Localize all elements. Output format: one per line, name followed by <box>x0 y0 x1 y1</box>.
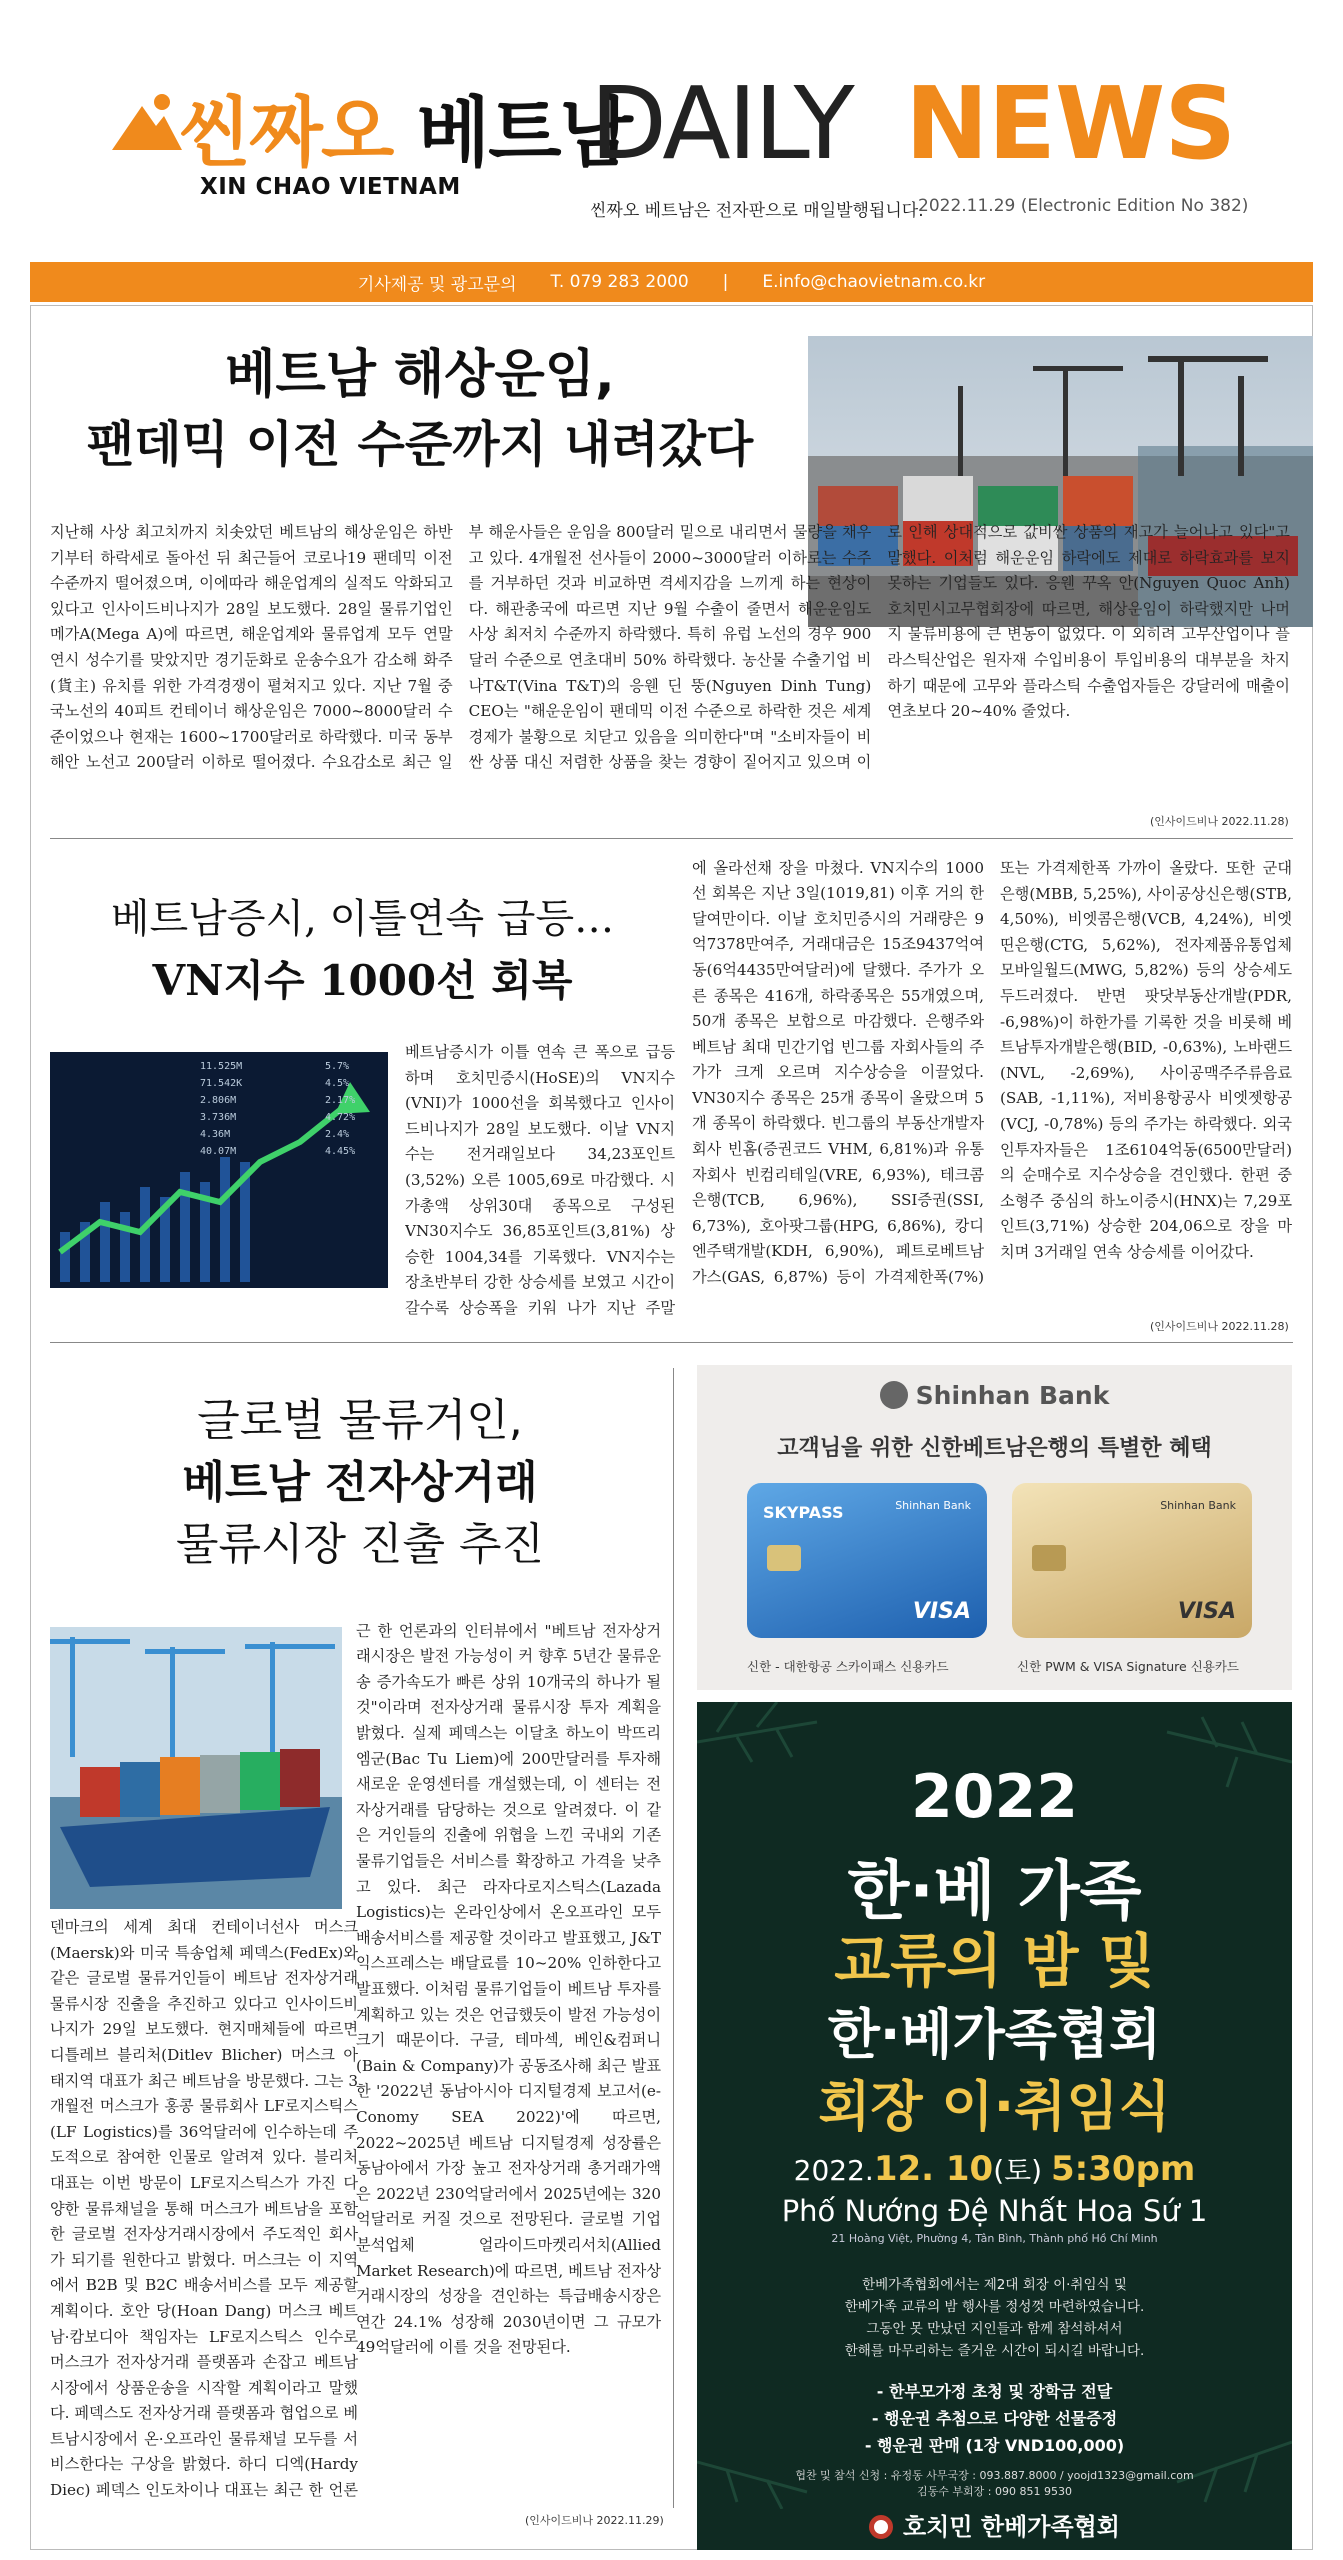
article2-body-part1 <box>405 1040 675 1322</box>
event-year: 2022 <box>911 1762 1078 1832</box>
stock-chart-labels-right <box>325 1058 355 1160</box>
logo-english-text: XIN CHAO VIETNAM <box>200 174 461 200</box>
card2-caption: 신한 PWM & VISA Signature 신용카드 <box>1017 1659 1240 1674</box>
chip-icon <box>1032 1545 1066 1571</box>
article1-headline[interactable] <box>50 340 790 480</box>
chart-label: 40.07M <box>200 1146 237 1157</box>
card1-label: SKYPASS <box>763 1503 844 1522</box>
article3-headline-line2: 베트남 전자상거래 <box>182 1457 538 1508</box>
contact-label: 기사제공 및 광고문의 <box>357 274 517 295</box>
divider-2 <box>50 1342 1293 1343</box>
chart-label: 71.542K <box>200 1078 243 1089</box>
article2-body-text-continued: 에 올라선채 장을 마쳤다. VN지수의 1000선 회복은 지난 3일(1019,81) 이후 거의 한달여만이다. 이날 호치민증시의 거래량은 9억7378만여주, 거래대금은 15조9437억여동(6억4435만여달러)에 달했다. 주가가 오른 종목은 416개, 하락종목은 55개였으며, 50개 종목은 보합으로 마감했다. 은행주와 베트남 최대 민간기업 빈그룹 자회사들의 주가가 크게 오르며 지수상승을 이끌었다. VN30지수 종목은 25개 종목이 올랐으며 5개 종목이 하락했다. 빈그룹의 부동산개발자회사 빈홈(증권코드 VHM, 6,81%)과 유통자회사 빈컴리테일(VRE, 6,93%), 테크콤은행(TCB, 6,96%), SSI증권(SSI, 6,73%), 호아팟그룹(HPG, 6,86%), 캉디엔주택개발(KDH, 6,90%), 페트로베트남가스(GAS, 6,87%) 등이 가격제한폭(7%) 또는 가격제한폭 가까이 올랐다. 또한 군대은행(MBB, 5,25%), 사이공상신은행(STB, 4,50%), 비엣콤은행(VCB, 4,24%), 비엣띤은행(CTG, 5,62%), 전자제품유통업체 모바일월드(MWG, 5,82%) 등의 상승세도 두드러졌다. 반면 팟닷부동산개발(PDR, -6,98%)이 하한가를 기록한 것을 비롯해 베트남투자개발은행(BID, -0,63%), 노바랜드(NVL, -2,69%), 사이공맥주주류음료(SAB, -1,11%), 저비용항공사 비엣젯항공(VCJ, -0,78%) 등의 주가는 하락했다. 외국인투자자들은 1조6104억동(6500만달러)의 순매수로 지수상승을 견인했다. 한편 중소형주 중심의 하노이증시(HNX)는 7,29포인트(3,71%) 상승한 204,06으로 장을 마치며 3거래일 연속 상승세를 이어갔다. <box>692 858 1292 1287</box>
event-date-day: (토) <box>993 2154 1043 2187</box>
event-desc-line: 한해를 마무리하는 즐거운 시간이 되시길 바랍니다. <box>844 2343 1145 2359</box>
korea-vietnam-family-event-ad[interactable] <box>697 1702 1292 2509</box>
masthead <box>0 0 1343 262</box>
card2-brand: Shinhan Bank <box>1160 1499 1236 1512</box>
masthead-tagline: 씬짜오 베트남은 전자판으로 매일발행됩니다. <box>590 201 924 221</box>
event-title-2: 교류의 밤 및 <box>834 1927 1155 1995</box>
article3-body-text-continued: 근 한 언론과의 인터뷰에서 "베트남 전자상거래시장은 발전 가능성이 커 향후 5년간 물류운송 증가속도가 빠른 상위 10개국의 하나가 될 것"이라며 전자상거래 물류시장 투자 계획을 밝혔다. 실제 페덱스는 이달초 하노이 박뜨리엠군(Bac Tu Liem)에 200만달러를 투자해 새로운 운영센터를 개설했는데, 이 센터는 전자상거래를 담당하는 것으로 알려졌다. 이 같은 거인들의 진출에 위협을 느낀 국내외 기존 물류기업들은 서비스를 확장하고 가격을 낮추고 있다. 최근 라자다로지스틱스(Lazada Logistics)는 온라인상에서 온오프라인 모두 배송서비스를 제공할 것이라고 발표했고, J&T익스프레스는 배달료를 10~20% 인하한다고 발표했다. 이처럼 물류기업들이 베트남 투자를 계획하고 있는 것은 언급했듯이 발전 가능성이 크기 때문이다. 구글, 테마섹, 베인&컴퍼니(Bain & Company)가 공동조사해 최근 발표한 '2022년 동남아시아 디지털경제 보고서(e-Conomy SEA 2022)'에 따르면, 2022~2025년 베트남 디지털경제 성장률은 동남아에서 가장 높고 전자상거래 총거래가액은 2022년 230억달러에서 2025년에는 320억달러로 커질 것으로 전망된다. 글로벌 기업분석업체 얼라이드마켓리서치(Allied Market Research)에 따르면, 베트남 전자상거래시장의 성장을 견인하는 특급배송시장은 연간 24.1% 성장해 2030년이면 그 규모가 49억달러에 이를 것을 전망된다. <box>356 1621 661 2357</box>
article3-body-left <box>50 1915 358 2505</box>
article2-stock-chart-photo <box>50 1052 388 1288</box>
article2-headline-line1: 베트남증시, 이틀연속 급등… <box>110 896 615 942</box>
contact-phone[interactable]: T. 079 283 2000 <box>550 272 689 292</box>
event-desc-line: 한베가족협회에서는 제2대 회장 이·취임식 및 <box>862 2277 1127 2293</box>
chart-label: 4.72% <box>325 1112 356 1123</box>
article3-headline-line1: 글로벌 물류거인, <box>197 1395 523 1446</box>
divider-vertical <box>673 1368 674 2508</box>
event-desc-line: 그동안 못 만났던 지인들과 함께 참석하셔서 <box>866 2321 1123 2337</box>
article3-body-text: 덴마크의 세계 최대 컨테이너선사 머스크(Maersk)와 미국 특송업체 페덱스(FedEx)와 같은 글로벌 물류거인들이 베트남 전자상거래 물류시장 진출을 추진하고 있다고 인사이드비나지가 29일 보도했다. 현지매체들에 따르면 디틀레브 블리처(Ditlev Blicher) 머스크 아태지역 대표가 최근 베트남을 방문했다. 그는 3개월전 머스크가 홍콩 물류회사 LF로지스틱스(LF Logistics)를 36억달러에 인수하는데 주도적으로 참여한 인물로 알려져 있다. 블리처 대표는 이번 방문이 LF로지스틱스가 가진 다양한 물류채널을 통해 머스크가 베트남을 포함한 글로벌 전자상거래시장에서 주도적인 회사가 되기를 원한다고 밝혔다. 머스크는 이 지역에서 B2B 및 B2C 배송서비스를 모두 제공할 계획이다. 호안 당(Hoan Dang) 머스크 베트남·캄보디아 책임자는 LF로지스틱스 인수로 머스크가 전자상거래 플랫폼과 손잡고 베트남시장에서 상품운송을 시작할 계획이라고 말했다. 페덱스도 전자상거래 플랫폼과 협업으로 베트남시장에서 온·오프라인 물류채널 모두를 서비스한다는 구상을 밝혔다. 하디 디엑(Hardy Diec) 페덱스 인도차이나 대표는 최근 한 언론 <box>50 1918 358 2500</box>
event-date-year: 2022. <box>793 2154 874 2187</box>
event-footer <box>697 2509 1292 2550</box>
card2-network: VISA <box>1177 1599 1236 1624</box>
association-logo-icon <box>869 2515 893 2539</box>
article2-body-text: 베트남증시가 이틀 연속 큰 폭으로 급등하며 호치민증시(HoSE)의 VN지수(VNI)가 1000선을 회복했다고 인사이드비나지가 28일 보도했다. 이날 VN지수는 전거래일보다 34,23포인트(3,52%) 오른 1005,69로 마감했다. 시가총액 상위30대 종목으로 구성된 VN30지수도 36,85포인트(3,81%) 상승한 1004,34를 기록했다. VN지수는 장초반부터 강한 상승세를 보였고 시간이 갈수록 상승폭을 키워 나가 지난 주말 <box>405 1043 675 1317</box>
contact-email[interactable]: E.info@chaovietnam.co.kr <box>762 272 986 292</box>
chart-label: 2.806M <box>200 1095 237 1106</box>
event-address: 21 Hoàng Việt, Phường 4, Tân Bình, Thành phố Hồ Chí Minh <box>831 2232 1158 2245</box>
event-venue: Phố Nướng Đệ Nhất Hoa Sứ 1 <box>781 2194 1208 2228</box>
event-contact-line: 김동수 부회장 : 090 851 9530 <box>917 2485 1072 2498</box>
contact-bar <box>30 262 1313 302</box>
event-title-1: 한·베 가족 <box>847 1855 1142 1929</box>
article1-headline-line2: 팬데믹 이전 수준까지 내려갔다 <box>86 416 754 473</box>
event-program-item: - 행운권 추첨으로 다양한 선물증정 <box>871 2409 1118 2428</box>
brand-news: NEWS <box>905 65 1236 182</box>
article2-headline-line2: VN지수 1000선 회복 <box>152 956 573 1005</box>
container-ship-image <box>50 1627 342 1909</box>
article3-ship-photo <box>50 1627 342 1909</box>
chart-label: 11.525M <box>200 1061 243 1072</box>
skypass-card[interactable] <box>747 1483 987 1638</box>
event-desc-line: 한베가족 교류의 밤 행사를 정성껏 마련하였습니다. <box>844 2299 1145 2315</box>
event-time: 5:30pm <box>1051 2149 1196 2189</box>
article1-body: 지난해 사상 최고치까지 치솟았던 베트남의 해상운임은 하반기부터 하락세로 돌아선 뒤 최근들어 코로나19 팬데믹 이전 수준까지 떨어졌으며, 이에따라 해운업계의 실적도 악화되고 있다고 인사이드비나지가 28일 보도했다. 28일 물류기업인 메가A(Mega A)에 따르면, 해운업계와 물류업계 모두 연말연시 성수기를 맞았지만 경기둔화로 운송수요가 감소해 화주(貨主) 유치를 위한 가격경쟁이 펼쳐지고 있다. 지난 7월 중국노선의 40피트 컨테이너 해상운임은 7000~8000달러 수준이었으나 현재는 1600~1700달러로 하락했다. 미국 동부해안 노선고 200달러 이하로 떨어졌다. 수요감소로 최근 일부 해운사들은 운임을 800달러 밑으로 내리면서 물량을 채우고 있다. 4개월전 선사들이 2000~3000달러 이하로는 수주를 거부하던 것과 비교하면 격세지감을 느끼게 하는 현상이다. 해관총국에 따르면 지난 9월 수출이 줄면서 해운운임도 사상 최저치 수준까지 하락했다. 특히 유럽 노선의 경우 900달러 수준으로 연초대비 50% 하락했다. 농산물 수출기업 비나T&T(Vina T&T)의 응웬 딘 뚱(Nguyen Dinh Tung) CEO는 "해운운임이 팬데믹 이전 수준으로 하락한 것은 세계경제가 불황으로 치닫고 있음을 의미한다"며 "소비자들이 비싼 상품 대신 저렴한 상품을 찾는 경향이 짙어지고 있으며 이로 인해 상대적으로 값비싼 상품의 재고가 늘어나고 있다"고 말했다. 이처럼 해운운임 하락에도 제대로 하락효과를 보지 못하는 기업들도 있다. 응웬 꾸옥 안(Nguyen Quoc Anh) 호치민시고무협회장에 따르면, 해상운임이 하락했지만 나머지 물류비용에 큰 변동이 없었다. 이 외히려 고무산업이나 플라스틱산업은 원자재 수입비용이 투입비용의 대부분을 차지하기 때문에 고무와 플라스틱 수출업자들은 강달러에 매출이 연초보다 20~40% 줄었다. <box>50 523 1290 772</box>
article1-credit: (인사이드비나 2022.11.28) <box>1150 815 1289 828</box>
article2-headline[interactable] <box>50 888 675 1012</box>
chart-label: 5.7% <box>325 1061 350 1072</box>
event-contact-line: 협찬 및 참석 신청 : 유정동 사무국장 : 093.887.8000 / yoojd1323@gmail.com <box>795 2469 1194 2482</box>
contact-separator: | <box>722 272 729 292</box>
article3-headline[interactable] <box>50 1390 670 1576</box>
chart-label: 4.45% <box>325 1146 356 1157</box>
chart-label: 2.17% <box>325 1095 356 1106</box>
event-program-list <box>697 2378 1292 2459</box>
pwm-signature-card[interactable] <box>1012 1483 1252 1638</box>
article3-headline-line3: 물류시장 진출 추진 <box>175 1519 544 1570</box>
chip-icon <box>767 1545 801 1571</box>
stock-chart-labels <box>200 1058 242 1160</box>
logo-korean-text: 씬짜오 베트남 <box>178 88 631 177</box>
article2-body-part2 <box>692 856 1292 1316</box>
article3-credit: (인사이드비나 2022.11.29) <box>525 2514 664 2527</box>
shinhan-brand <box>697 1381 1292 1410</box>
brand-daily: DAILY <box>590 65 852 182</box>
divider-1 <box>50 838 1293 839</box>
shinhan-bank-ad[interactable] <box>697 1365 1292 1690</box>
card1-brand: Shinhan Bank <box>895 1499 971 1512</box>
mountain-logo-icon <box>112 88 182 158</box>
article3-body-right <box>356 1620 661 2505</box>
xinchao-logo[interactable] <box>112 70 631 200</box>
shinhan-logo-icon <box>880 1381 908 1409</box>
card1-caption: 신한 - 대한항공 스카이패스 신용카드 <box>747 1659 949 1674</box>
article2-credit: (인사이드비나 2022.11.28) <box>1150 1320 1289 1333</box>
chart-label: 4.5% <box>325 1078 350 1089</box>
event-date-main: 12. 10 <box>873 2149 994 2189</box>
event-contact[interactable] <box>697 2468 1292 2500</box>
card1-network: VISA <box>912 1599 971 1624</box>
edition-info: 2022.11.29 (Electronic Edition No 382) <box>918 196 1249 216</box>
event-footer-text: 호치민 한베가족협회 <box>902 2513 1120 2541</box>
shinhan-tagline: 고객님을 위한 신한베트남은행의 특별한 혜택 <box>777 1436 1212 1461</box>
chart-label: 3.736M <box>200 1112 237 1123</box>
chart-label: 4.36M <box>200 1129 231 1140</box>
event-date <box>697 2149 1292 2189</box>
article1-headline-line1: 베트남 해상운임, <box>225 345 615 405</box>
event-program-item: - 한부모가정 초청 및 장학금 전달 <box>876 2382 1113 2401</box>
shinhan-brand-text: Shinhan Bank <box>915 1381 1110 1410</box>
chart-label: 2.4% <box>325 1129 350 1140</box>
event-title-4: 회장 이·취임식 <box>818 2075 1171 2138</box>
event-program-item: - 행운권 판매 (1장 VND100,000) <box>864 2436 1125 2455</box>
event-title-3: 한·베가족협회 <box>827 2003 1162 2066</box>
event-description <box>697 2274 1292 2362</box>
